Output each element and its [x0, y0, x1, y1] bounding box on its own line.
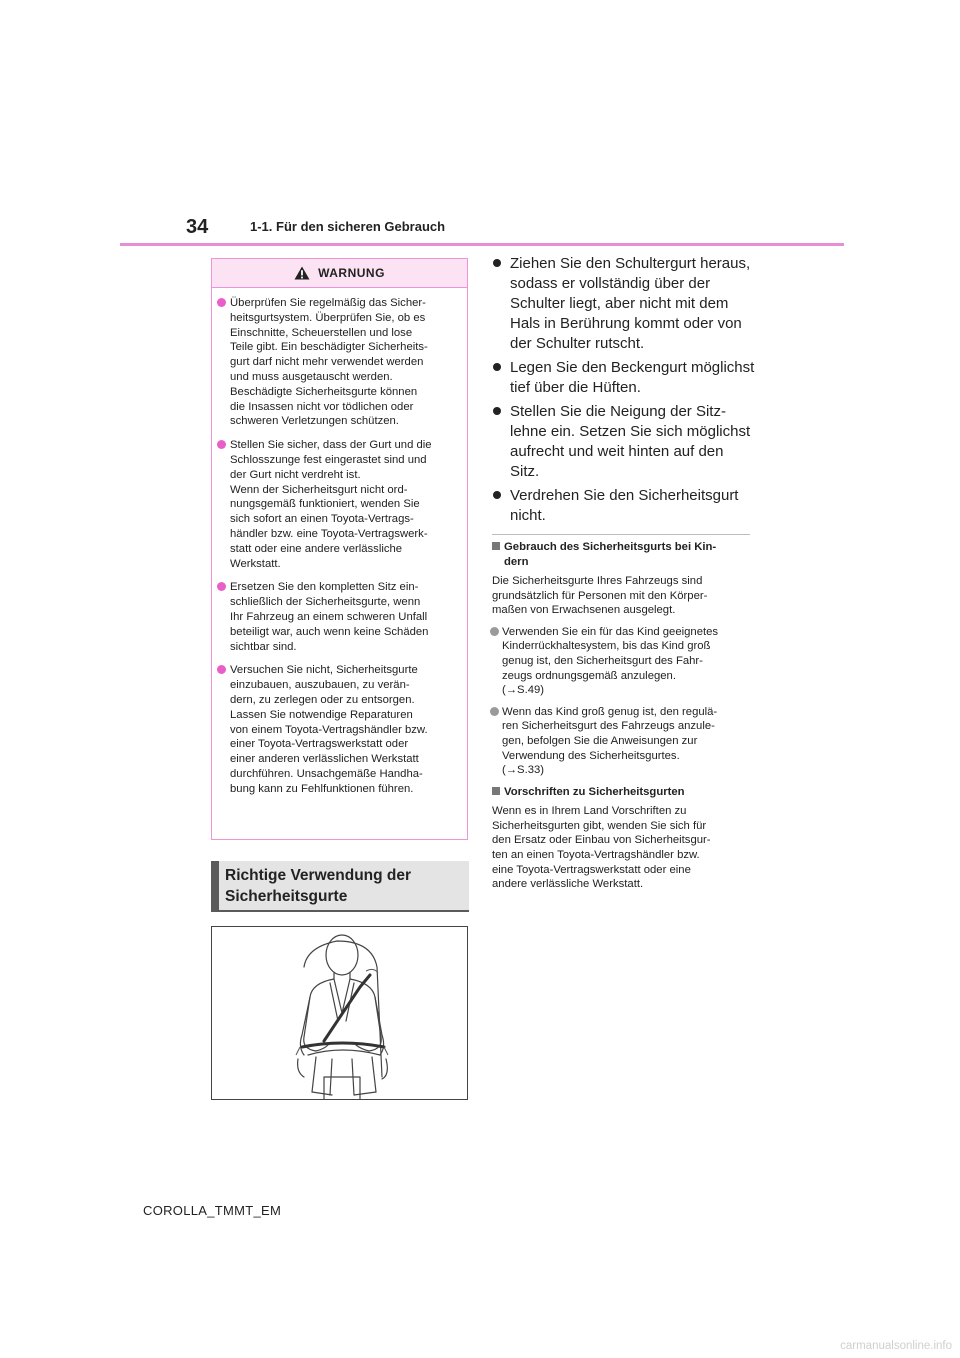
text-line: die Insassen nicht vor tödlichen oder — [230, 400, 414, 413]
text-line: den Ersatz oder Einbau von Sicherheitsgur- — [492, 834, 711, 847]
bullet-dot-icon — [493, 363, 501, 371]
text-line: Wenn der Sicherheitsgurt nicht ord- — [230, 483, 408, 496]
text-line: dern, zu zerlegen oder zu entsorgen. — [230, 693, 415, 706]
warning-item — [220, 663, 457, 796]
square-bullet-icon — [492, 787, 500, 795]
bullet-dot-icon — [493, 259, 501, 267]
regulations-text — [492, 804, 754, 892]
bullet-dot-icon — [217, 665, 226, 674]
text-line: Lassen Sie notwendige Reparaturen — [230, 708, 413, 721]
text-line: ren Sicherheitsgurt des Fahrzeugs anzule- — [502, 720, 715, 733]
header-rule — [120, 243, 844, 246]
bullet-dot-icon — [217, 298, 226, 307]
bullet-dot-icon — [490, 627, 499, 636]
warning-item — [220, 296, 457, 429]
seatbelt-figure-illustration — [212, 927, 467, 1099]
text-line: Die Sicherheitsgurte Ihres Fahrzeugs sind — [492, 575, 703, 587]
bullet-dot-icon — [217, 440, 226, 449]
text-line: einer Toyota-Vertragswerkstatt oder — [230, 738, 409, 751]
heading-line: Sicherheitsgurte — [225, 888, 348, 905]
text-line: nungsgemäß funktioniert, wenden Sie — [230, 498, 420, 511]
main-bullet-list — [492, 254, 755, 530]
text-line: Ersetzen Sie den kompletten Sitz ein- — [230, 581, 419, 594]
text-line: bung kann zu Fehlfunktionen führen. — [230, 782, 414, 795]
text-line: sichtbar sind. — [230, 640, 297, 653]
text-line: Sitz. — [510, 463, 540, 480]
text-line: und muss ausgetauscht werden. — [230, 370, 393, 383]
text-line: der Gurt nicht verdreht ist. — [230, 468, 361, 481]
list-item — [492, 254, 752, 354]
document-code: COROLLA_TMMT_EM — [143, 1203, 282, 1218]
list-item — [492, 358, 755, 398]
section-title: 1-1. Für den sicheren Gebrauch — [250, 219, 446, 234]
bullet-dot-icon — [490, 707, 499, 716]
text-line: Stellen Sie sicher, dass der Gurt und die — [230, 439, 432, 452]
text-line: beteiligt war, auch wenn keine Schäden — [230, 625, 429, 638]
text-line: Einschnitte, Scheuerstellen und lose — [230, 326, 413, 339]
text-line: Teile gibt. Ein beschädigter Sicherheits- — [230, 341, 428, 354]
text-line: durchführen. Unsachgemäße Handha- — [230, 767, 423, 780]
section-heading — [211, 861, 469, 912]
details-column — [492, 540, 754, 899]
text-line: sodass er vollständig über der — [510, 275, 711, 292]
bullet-dot-icon — [493, 407, 501, 415]
text-line: händler bzw. eine Toyota-Vertragswerk- — [230, 527, 428, 540]
text-line: schließlich der Sicherheitsgurte, wenn — [230, 596, 421, 609]
children-section-title — [492, 540, 754, 569]
text-line: heitsgurtsystem. Überprüfen Sie, ob es — [230, 311, 426, 324]
square-bullet-icon — [492, 542, 500, 550]
warning-item — [220, 580, 457, 654]
list-item — [492, 625, 754, 698]
text-line: ten an einen Toyota-Vertragshändler bzw. — [492, 849, 700, 861]
text-line: Ihr Fahrzeug an einem schweren Unfall — [230, 610, 428, 623]
text-line: Wenn es in Ihrem Land Vorschriften zu — [492, 805, 687, 818]
regulations-section-title — [492, 785, 754, 800]
list-item — [492, 486, 752, 526]
watermark: carmanualsonline.info — [840, 1340, 952, 1352]
page-reference-link[interactable]: (→S.49) — [502, 684, 545, 697]
text-line: Stellen Sie die Neigung der Sitz- — [510, 403, 726, 420]
seatbelt-figure — [211, 926, 468, 1100]
text-line: einzubauen, auszubauen, zu verän- — [230, 679, 410, 692]
text-line: Wenn das Kind groß genug ist, den regulä- — [502, 705, 718, 718]
bullet-dot-icon — [493, 491, 501, 499]
bullet-dot-icon — [217, 582, 226, 591]
list-item — [492, 705, 754, 778]
text-line: Beschädigte Sicherheitsgurte können — [230, 385, 418, 398]
text-line: statt oder eine andere verlässliche — [230, 542, 403, 555]
text-line: Werkstatt. — [230, 557, 281, 570]
text-line: Vorschriften zu Sicherheitsgurten — [504, 785, 685, 798]
text-line: zeugs ordnungsgemäß anzulegen. — [502, 669, 676, 682]
text-line: lehne ein. Setzen Sie sich möglichst — [510, 423, 751, 440]
text-line: Verwenden Sie ein für das Kind geeignetes — [502, 625, 719, 638]
warning-header — [212, 259, 467, 288]
children-intro — [492, 574, 754, 618]
text-line: maßen von Erwachsenen ausgelegt. — [492, 604, 676, 617]
text-line: Sicherheitsgurten gibt, wenden Sie sich für — [492, 819, 707, 832]
text-line: Kinderrückhaltesystem, bis das Kind groß — [502, 640, 711, 653]
warning-title: WARNUNG — [318, 266, 385, 280]
divider — [492, 534, 750, 535]
text-line: Verwendung des Sicherheitsgurtes. — [502, 749, 680, 762]
text-line: Schlosszunge fest eingerastet sind und — [230, 453, 427, 466]
text-line: dern — [504, 555, 529, 568]
page-number: 34 — [186, 216, 209, 238]
text-line: Schulter liegt, aber nicht mit dem — [510, 295, 729, 312]
warning-triangle-icon — [294, 266, 310, 280]
text-line: Überprüfen Sie regelmäßig das Sicher- — [230, 297, 426, 309]
text-line: grundsätzlich für Personen mit den Körper- — [492, 589, 708, 602]
text-line: einer anderen verlässlichen Werkstatt — [230, 753, 419, 766]
warning-item — [220, 438, 457, 571]
text-line: aufrecht und weit hinten auf den — [510, 443, 724, 460]
text-line: der Schulter rutscht. — [510, 335, 645, 352]
text-line: Ziehen Sie den Schultergurt heraus, — [510, 255, 751, 272]
text-line: Versuchen Sie nicht, Sicherheitsgurte — [230, 664, 418, 677]
list-item — [492, 402, 752, 482]
text-line: Gebrauch des Sicherheitsgurts bei Kin- — [504, 541, 717, 553]
text-line: Hals in Berührung kommt oder von — [510, 315, 742, 332]
text-line: Legen Sie den Beckengurt möglichst — [510, 359, 755, 376]
text-line: Verdrehen Sie den Sicherheitsgurt — [510, 487, 739, 504]
text-line: tief über die Hüften. — [510, 379, 641, 396]
text-line: gurt darf nicht mehr verwendet werden — [230, 356, 424, 369]
text-line: andere verlässliche Werkstatt. — [492, 878, 644, 891]
heading-line: Richtige Verwendung der — [225, 867, 412, 884]
text-line: nicht. — [510, 507, 546, 524]
text-line: schweren Verletzungen schützen. — [230, 415, 399, 428]
text-line: eine Toyota-Vertragswerkstatt oder eine — [492, 863, 691, 876]
text-line: sich sofort an einen Toyota-Vertrags- — [230, 513, 414, 526]
warning-box — [211, 258, 468, 840]
text-line: gen, befolgen Sie die Anweisungen zur — [502, 734, 698, 747]
page-reference-link[interactable]: (→S.33) — [502, 764, 545, 777]
text-line: von einem Toyota-Vertragshändler bzw. — [230, 723, 428, 736]
text-line: genug ist, den Sicherheitsgurt des Fahr- — [502, 654, 703, 667]
